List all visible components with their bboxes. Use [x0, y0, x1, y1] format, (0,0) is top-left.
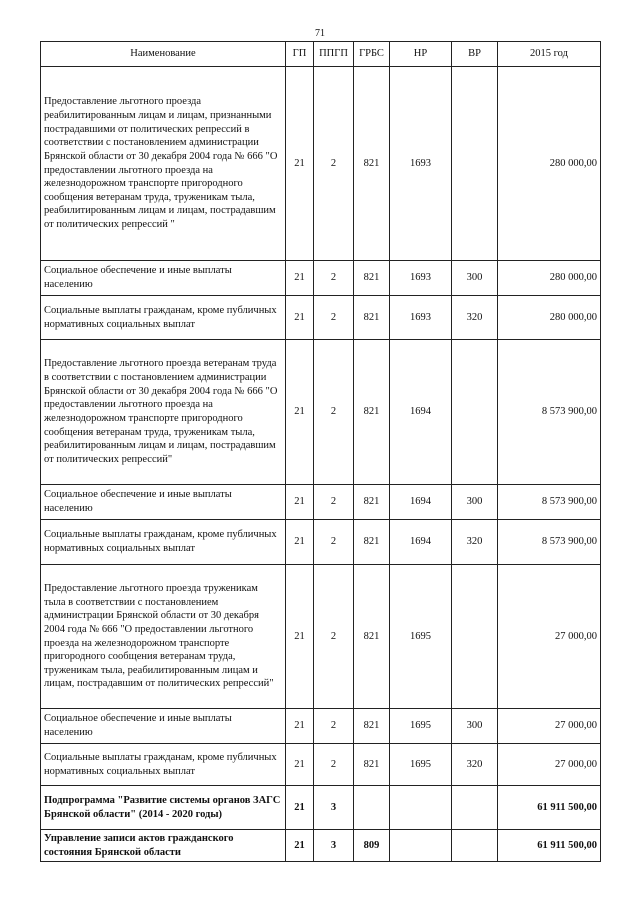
row-grbs: 809: [354, 830, 390, 862]
row-nr: 1693: [390, 261, 452, 296]
row-name: Социальное обеспечение и иные выплаты населению: [41, 709, 286, 744]
header-nr: НР: [390, 42, 452, 67]
row-grbs: 821: [354, 709, 390, 744]
row-ppgp: 3: [314, 830, 354, 862]
row-vr: 300: [452, 261, 498, 296]
row-gp: 21: [286, 565, 314, 709]
row-grbs: [354, 786, 390, 830]
row-gp: 21: [286, 744, 314, 786]
row-amount: 61 911 500,00: [498, 830, 601, 862]
header-vr: ВР: [452, 42, 498, 67]
row-nr: 1695: [390, 744, 452, 786]
table-row: [41, 565, 601, 709]
table-body: [41, 67, 601, 862]
row-gp: 21: [286, 67, 314, 261]
row-nr: [390, 786, 452, 830]
table-row: [41, 296, 601, 340]
table-row: [41, 830, 601, 862]
row-vr: [452, 786, 498, 830]
row-gp: 21: [286, 261, 314, 296]
page-number: 71: [315, 28, 325, 39]
row-gp: 21: [286, 786, 314, 830]
row-name: Социальное обеспечение и иные выплаты населению: [41, 485, 286, 520]
row-vr: [452, 830, 498, 862]
header-grbs: ГРБС: [354, 42, 390, 67]
row-ppgp: 2: [314, 296, 354, 340]
row-amount: 27 000,00: [498, 565, 601, 709]
row-ppgp: 2: [314, 520, 354, 565]
row-vr: 320: [452, 296, 498, 340]
row-ppgp: 2: [314, 340, 354, 485]
header-year: 2015 год: [498, 42, 601, 67]
row-ppgp: 2: [314, 709, 354, 744]
row-vr: [452, 565, 498, 709]
row-grbs: 821: [354, 261, 390, 296]
row-nr: 1694: [390, 520, 452, 565]
row-gp: 21: [286, 340, 314, 485]
row-grbs: 821: [354, 340, 390, 485]
row-amount: 27 000,00: [498, 744, 601, 786]
row-amount: 61 911 500,00: [498, 786, 601, 830]
row-ppgp: 2: [314, 67, 354, 261]
row-ppgp: 2: [314, 485, 354, 520]
row-grbs: 821: [354, 520, 390, 565]
row-nr: 1695: [390, 565, 452, 709]
row-gp: 21: [286, 830, 314, 862]
row-grbs: 821: [354, 67, 390, 261]
row-vr: [452, 340, 498, 485]
row-vr: [452, 67, 498, 261]
row-name: Социальное обеспечение и иные выплаты населению: [41, 261, 286, 296]
row-gp: 21: [286, 296, 314, 340]
row-nr: [390, 830, 452, 862]
row-name: Социальные выплаты гражданам, кроме публичных нормативных социальных выплат: [41, 296, 286, 340]
row-nr: 1694: [390, 340, 452, 485]
row-vr: 320: [452, 744, 498, 786]
row-name: Социальные выплаты гражданам, кроме публичных нормативных социальных выплат: [41, 520, 286, 565]
budget-table: [40, 41, 601, 862]
table-row: [41, 261, 601, 296]
header-name: Наименование: [41, 42, 286, 67]
table-header-row: [41, 42, 601, 67]
row-amount: 280 000,00: [498, 296, 601, 340]
row-grbs: 821: [354, 296, 390, 340]
row-amount: 280 000,00: [498, 67, 601, 261]
header-gp: ГП: [286, 42, 314, 67]
table-row: [41, 67, 601, 261]
row-ppgp: 2: [314, 744, 354, 786]
row-ppgp: 2: [314, 565, 354, 709]
row-gp: 21: [286, 709, 314, 744]
row-grbs: 821: [354, 744, 390, 786]
row-amount: 8 573 900,00: [498, 340, 601, 485]
row-grbs: 821: [354, 485, 390, 520]
row-name: Предоставление льготного проезда ветеранам труда в соответствии с постановлением администрации Брянской области от 30 декабря 2004 года № 666 "О предоставлении льготного проезда на железнодорожном транспорте пригородного сообщения ветеранам труда, труженикам тыла, реабилитированным лицам и лицам, пострадавшим от политических репрессий": [41, 340, 286, 485]
table-row: [41, 709, 601, 744]
row-vr: 300: [452, 709, 498, 744]
row-vr: 300: [452, 485, 498, 520]
row-ppgp: 2: [314, 261, 354, 296]
row-nr: 1694: [390, 485, 452, 520]
row-grbs: 821: [354, 565, 390, 709]
row-amount: 8 573 900,00: [498, 485, 601, 520]
row-nr: 1695: [390, 709, 452, 744]
row-amount: 280 000,00: [498, 261, 601, 296]
row-vr: 320: [452, 520, 498, 565]
header-ppgp: ППГП: [314, 42, 354, 67]
row-name: Предоставление льготного проезда реабилитированным лицам и лицам, признанными пострадавшими от политических репрессий в соответствии с постановлением администрации Брянской области от 30 декабря 2004 года № 666 "О предоставлении льготного проезда на железнодорожном транспорте пригородного сообщения ветеранам труда, труженикам тыла, реабилитированным лицам и лицам, пострадавшим от политических репрессий ": [41, 67, 286, 261]
row-name: Подпрограмма "Развитие системы органов ЗАГС Брянской области" (2014 - 2020 годы): [41, 786, 286, 830]
row-gp: 21: [286, 485, 314, 520]
table-row: [41, 485, 601, 520]
row-amount: 8 573 900,00: [498, 520, 601, 565]
table-row: [41, 744, 601, 786]
row-name: Управление записи актов гражданского состояния Брянской области: [41, 830, 286, 862]
row-nr: 1693: [390, 296, 452, 340]
row-nr: 1693: [390, 67, 452, 261]
table-row: [41, 786, 601, 830]
row-gp: 21: [286, 520, 314, 565]
row-name: Социальные выплаты гражданам, кроме публичных нормативных социальных выплат: [41, 744, 286, 786]
table-row: [41, 520, 601, 565]
table-row: [41, 340, 601, 485]
row-name: Предоставление льготного проезда труженикам тыла в соответствии с постановлением администрации Брянской области от 30 декабря 2004 года № 666 "О предоставлении льготного проезда на железнодорожном транспорте пригородного сообщения ветеранам труда, труженикам тыла, реабилитированным лицам и лицам, пострадавшим от политических репрессий": [41, 565, 286, 709]
row-amount: 27 000,00: [498, 709, 601, 744]
row-ppgp: 3: [314, 786, 354, 830]
